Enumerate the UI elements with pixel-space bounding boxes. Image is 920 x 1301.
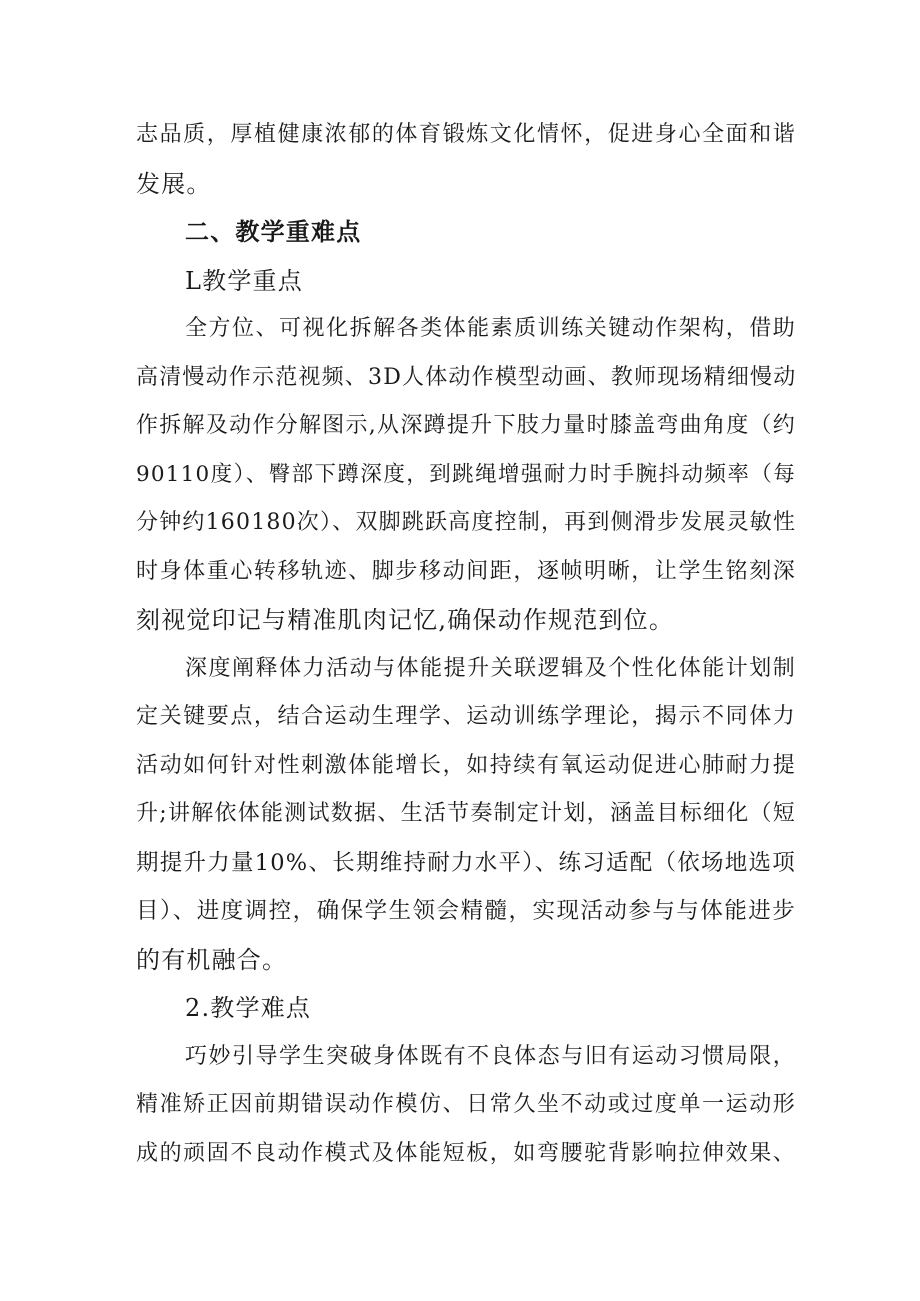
paragraph-line: 巧妙引导学生突破身体既有不良体态与旧有运动习惯局限， <box>185 1044 796 1069</box>
paragraph-line: 分钟约160180次）、双脚跳跃高度控制，再到侧滑步发展灵敏性 <box>136 510 797 535</box>
paragraph-line: 的有机融合。 <box>136 946 288 974</box>
paragraph-line: 深度阐释体力活动与体能提升关联逻辑及个性化体能计划制 <box>185 656 796 681</box>
paragraph-line: 作拆解及动作分解图示,从深蹲提升下肢力量时膝盖弯曲角度（约 <box>136 413 796 438</box>
paragraph-line: 成的顽固不良动作模式及体能短板，如弯腰驼背影响拉伸效果、 <box>136 1141 796 1166</box>
paragraph-line: 定关键要点，结合运动生理学、运动训练学理论，揭示不同体力 <box>136 704 796 729</box>
paragraph-line: 志品质，厚植健康浓郁的体育锻炼文化情怀，促进身心全面和谐 <box>136 122 796 147</box>
section-heading: 二、教学重难点 <box>185 218 362 246</box>
paragraph-line: 全方位、可视化拆解各类体能素质训练关键动作架构，借助 <box>185 316 796 341</box>
paragraph-line: 时身体重心转移轨迹、脚步移动间距，逐帧明晰，让学生铭刻深 <box>136 559 796 584</box>
paragraph-line: 刻视觉印记与精准肌肉记忆,确保动作规范到位。 <box>136 606 675 634</box>
paragraph-line: 目）、进度调控，确保学生领会精髓，实现活动参与与体能进步 <box>136 898 796 924</box>
paragraph-line: 升;讲解依体能测试数据、生活节奏制定计划，涵盖目标细化（短 <box>136 801 796 826</box>
paragraph-line: 精准矫正因前期错误动作模仿、日常久坐不动或过度单一运动形 <box>136 1092 796 1117</box>
subsection-heading: L教学重点 <box>185 267 303 295</box>
paragraph-line: 期提升力量10%、长期维持耐力水平）、练习适配（依场地选项 <box>136 850 796 876</box>
paragraph-line: 活动如何针对性刺激体能增长，如持续有氧运动促进心肺耐力提 <box>136 753 796 778</box>
paragraph-line: 高清慢动作示范视频、3D人体动作模型动画、教师现场精细慢动 <box>136 365 797 390</box>
paragraph-line: 90110度）、臀部下蹲深度，到跳绳增强耐力时手腕抖动频率（每 <box>136 462 796 487</box>
subsection-heading: 2.教学难点 <box>185 994 312 1022</box>
paragraph-line: 发展。 <box>136 170 212 198</box>
